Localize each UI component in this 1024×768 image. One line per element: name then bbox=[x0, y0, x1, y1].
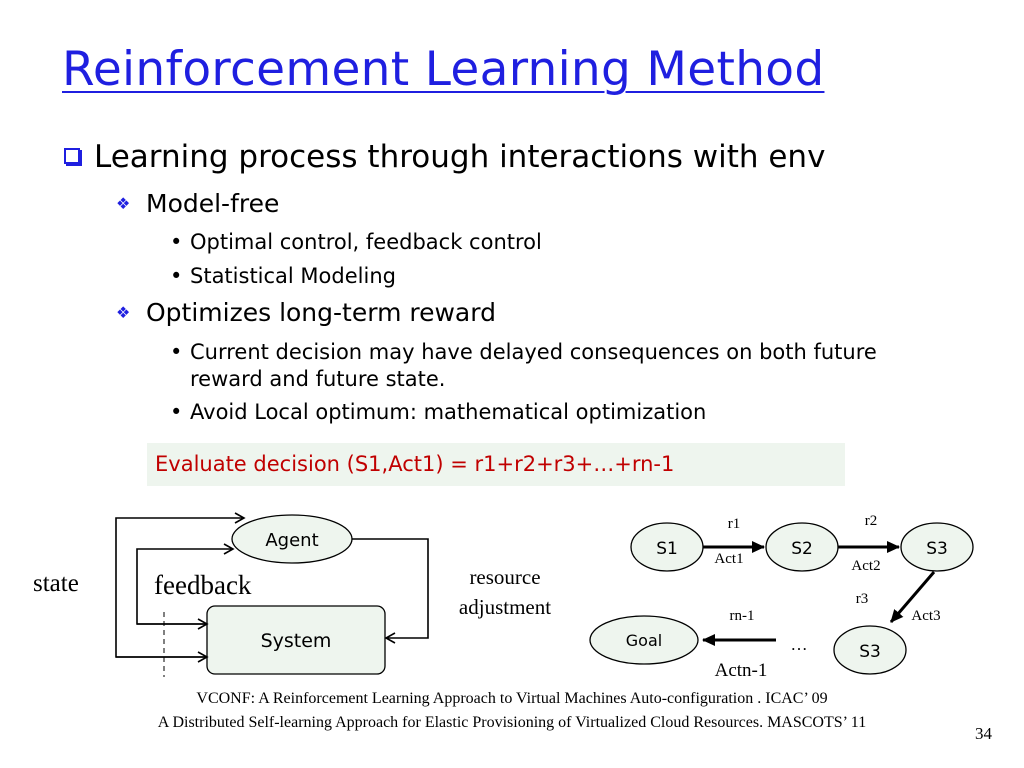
actn1-label: Actn-1 bbox=[714, 660, 768, 681]
ellipsis-label: … bbox=[790, 635, 808, 654]
dot-bullet-icon: • bbox=[170, 340, 183, 364]
s3-top-label: S3 bbox=[926, 539, 948, 559]
slide-title: Reinforcement Learning Method bbox=[62, 42, 825, 97]
state-chain bbox=[590, 513, 973, 681]
dot-bullet-icon: • bbox=[170, 400, 183, 424]
dot-bullet-icon: • bbox=[170, 230, 183, 254]
item-text: Statistical Modeling bbox=[190, 264, 396, 288]
page-number: 34 bbox=[975, 724, 992, 743]
item-text: Optimal control, feedback control bbox=[190, 230, 542, 254]
evaluate-decision-box: Evaluate decision (S1,Act1) = r1+r2+r3+…+rn-1 bbox=[147, 443, 845, 486]
feedback-label: feedback bbox=[154, 570, 252, 600]
r2-label: r2 bbox=[864, 513, 878, 529]
agent-system-loop bbox=[33, 515, 551, 677]
sub-bullet-text: Model-free bbox=[146, 189, 280, 218]
item-text-line2: reward and future state. bbox=[190, 367, 446, 391]
item-text: Avoid Local optimum: mathematical optimization bbox=[190, 400, 707, 424]
diamond-bullet-icon: ❖ bbox=[116, 194, 131, 213]
sub-bullet-text: Optimizes long-term reward bbox=[146, 298, 496, 327]
s1-label: S1 bbox=[656, 539, 678, 559]
act2-label: Act2 bbox=[851, 558, 881, 574]
r1-label: r1 bbox=[727, 516, 741, 532]
item-text-line1: Current decision may have delayed consequences on both future bbox=[190, 340, 877, 364]
s3-bottom-label: S3 bbox=[859, 642, 881, 662]
bullet-text: Learning process through interactions with env bbox=[94, 139, 826, 175]
rn1-label: rn-1 bbox=[729, 608, 755, 624]
s2-label: S2 bbox=[791, 539, 813, 559]
goal-label: Goal bbox=[625, 631, 663, 650]
dot-bullet-icon: • bbox=[170, 264, 183, 288]
resource-label-line1: resource bbox=[469, 565, 541, 589]
agent-label: Agent bbox=[265, 530, 319, 551]
system-label: System bbox=[260, 630, 332, 652]
citation-mascots: A Distributed Self-learning Approach for Elastic Provisioning of Virtualized Cloud Resources. MASCOTS’ 11 bbox=[157, 714, 867, 731]
resource-label-line2: adjustment bbox=[458, 595, 552, 619]
citation-vconf: VCONF: A Reinforcement Learning Approach to Virtual Machines Auto-configuration . ICAC’ 09 bbox=[196, 690, 828, 707]
r3-label: r3 bbox=[855, 591, 869, 607]
diamond-bullet-icon: ❖ bbox=[116, 303, 131, 322]
act3-label: Act3 bbox=[911, 608, 941, 624]
act1-label: Act1 bbox=[714, 551, 744, 567]
state-label: state bbox=[33, 570, 79, 597]
